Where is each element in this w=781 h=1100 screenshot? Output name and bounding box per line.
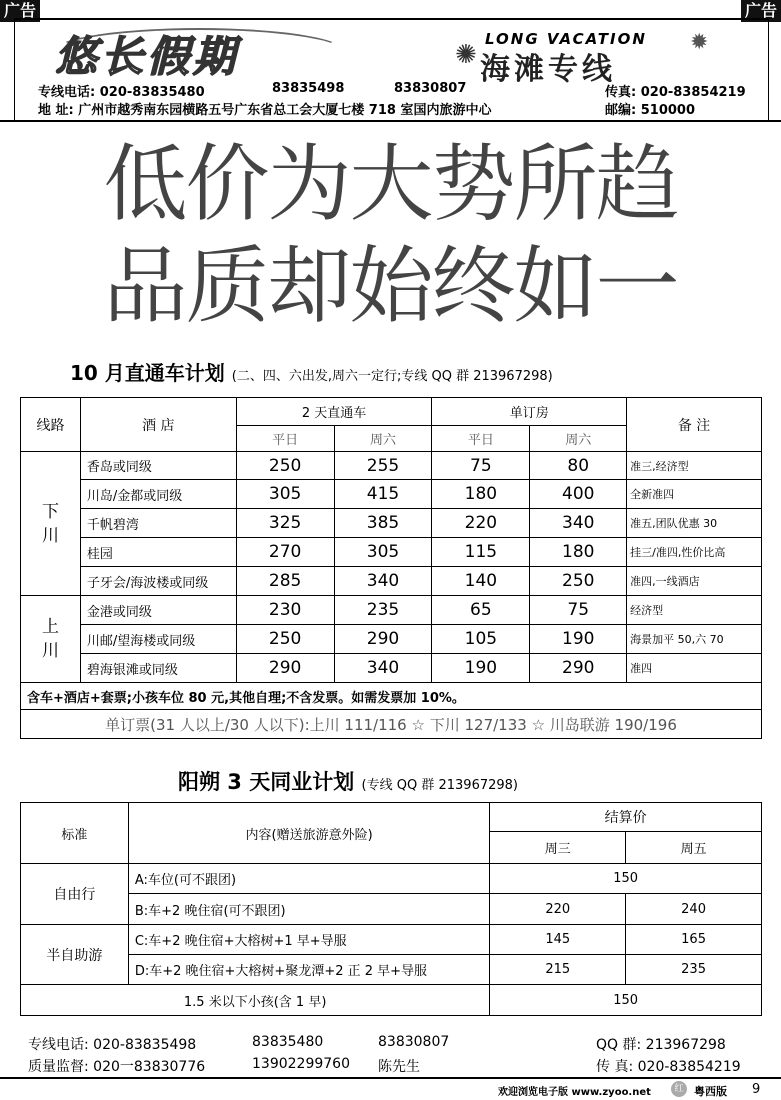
section1-footnote: 含车+酒店+套票;小孩车位 80 元,其他自理;不含发票。如需发票加 10%。 — [21, 683, 762, 710]
price-cell: 250 — [530, 567, 627, 596]
price-cell: 80 — [530, 452, 627, 480]
yangshuo-table — [20, 802, 762, 1016]
footer-quality-1: 020一83830776 — [93, 1059, 206, 1075]
badge-icon: 红 — [671, 1081, 687, 1097]
table-row — [21, 955, 762, 985]
brand-logo-left: 悠长假期 — [55, 32, 240, 81]
content-cell: C:车+2 晚住宿+大榕树+1 早+导服 — [128, 925, 489, 955]
standard-free: 自由行 — [21, 864, 129, 925]
standard-semi: 半自助游 — [21, 925, 129, 985]
price-cell: 340 — [334, 654, 432, 683]
price-cell: 285 — [236, 567, 334, 596]
fax-number: 020-83854219 — [640, 85, 746, 100]
fax-label: 传真: — [605, 85, 637, 100]
postcode-value: 510000 — [640, 103, 696, 118]
price-cell: 140 — [432, 567, 530, 596]
head-content: 内容(赠送旅游意外险) — [128, 803, 489, 864]
brand-logo-right-en: LONG VACATION — [485, 30, 647, 48]
header-hotline — [38, 81, 205, 100]
hotline-2: 83835498 — [272, 81, 345, 96]
footer-hotline-label: 专线电话: — [28, 1037, 89, 1053]
price-cell: 270 — [236, 538, 334, 567]
section2-subtitle: (专线 QQ 群 213967298) — [361, 778, 518, 793]
section1-title-text: 10 月直通车计划 — [70, 361, 225, 385]
hero-line-2: 品质却始终如一 — [103, 237, 678, 335]
section2-title — [178, 766, 518, 796]
note-cell: 海景加平 50,六 70 — [627, 625, 762, 654]
price-cell: 250 — [236, 625, 334, 654]
header-fax — [605, 81, 746, 100]
route-shangchuan — [21, 596, 81, 683]
footer-quality-label: 质量监督: — [28, 1059, 89, 1075]
footer-quality — [28, 1056, 205, 1076]
price-cell: 165 — [626, 925, 762, 955]
price-cell: 220 — [490, 894, 626, 925]
table-row — [21, 625, 762, 654]
head-note: 备 注 — [627, 398, 762, 452]
direct-bus-table — [20, 397, 762, 739]
note-cell: 准四,一线酒店 — [627, 567, 762, 596]
price-cell: 190 — [530, 625, 627, 654]
price-cell: 220 — [432, 509, 530, 538]
footer-hotline — [28, 1034, 196, 1054]
note-cell: 挂三/准四,性价比高 — [627, 538, 762, 567]
head-saturday: 周六 — [334, 426, 432, 452]
price-cell: 255 — [334, 452, 432, 480]
child-label: 1.5 米以下小孩(含 1 早) — [21, 985, 490, 1016]
table-row — [21, 654, 762, 683]
ticket-line: 单订票(31 人以上/30 人以下):上川 111/116 ☆ 下川 127/133 ☆ 川岛联游 190/196 — [21, 710, 762, 739]
route-xiachuan-label: 下川 — [41, 501, 59, 546]
footer-hotline-3: 83830807 — [378, 1034, 450, 1050]
table-row — [21, 596, 762, 625]
head-hotel: 酒 店 — [80, 398, 236, 452]
head-standard: 标准 — [21, 803, 129, 864]
table-row — [21, 567, 762, 596]
hero-line-1: 低价为大势所趋 — [103, 135, 678, 233]
section1-title — [70, 357, 553, 386]
price-cell: 180 — [432, 480, 530, 509]
price-cell: 385 — [334, 509, 432, 538]
head-weekday: 平日 — [432, 426, 530, 452]
price-cell: 415 — [334, 480, 432, 509]
price-cell: 75 — [530, 596, 627, 625]
hotline-1: 020-83835480 — [99, 85, 205, 100]
price-cell: 290 — [236, 654, 334, 683]
price-cell: 235 — [334, 596, 432, 625]
footer-hotline-2: 83835480 — [252, 1034, 324, 1050]
price-cell: 340 — [530, 509, 627, 538]
content-cell: A:车位(可不跟团) — [128, 864, 489, 894]
note-cell: 准三,经济型 — [627, 452, 762, 480]
price-cell: 65 — [432, 596, 530, 625]
price-cell: 305 — [236, 480, 334, 509]
hotline-label: 专线电话: — [38, 85, 96, 100]
price-cell: 150 — [490, 864, 762, 894]
price-cell: 230 — [236, 596, 334, 625]
section1-subtitle: (二、四、六出发,周六一定行;专线 QQ 群 213967298) — [231, 369, 553, 384]
palm-tree-icon: ✺ — [455, 40, 477, 70]
child-price: 150 — [490, 985, 762, 1016]
footer-qq — [596, 1034, 726, 1054]
head-saturday: 周六 — [530, 426, 627, 452]
price-cell: 235 — [626, 955, 762, 985]
table-row — [21, 985, 762, 1016]
head-single: 单订房 — [432, 398, 627, 426]
footer-qq-label: QQ 群: — [596, 1037, 642, 1053]
table-row — [21, 864, 762, 894]
table-row — [21, 538, 762, 567]
price-cell: 180 — [530, 538, 627, 567]
note-cell: 经济型 — [627, 596, 762, 625]
price-cell: 190 — [432, 654, 530, 683]
head-price: 结算价 — [490, 803, 762, 832]
hotel-cell: 金港或同级 — [80, 596, 236, 625]
footer-site: 欢迎浏览电子版 www.zyoo.net — [498, 1087, 651, 1098]
price-cell: 325 — [236, 509, 334, 538]
hotel-cell: 川邮/望海楼或同级 — [80, 625, 236, 654]
footer-hotline-1: 020-83835498 — [93, 1037, 197, 1053]
note-cell: 全新准四 — [627, 480, 762, 509]
content-cell: B:车+2 晚住宿(可不跟团) — [128, 894, 489, 925]
price-cell: 290 — [530, 654, 627, 683]
price-cell: 240 — [626, 894, 762, 925]
footer-edition: 粤西版 — [694, 1085, 727, 1098]
brand-logo-right-cn: 海滩专线 — [480, 52, 616, 87]
footer-quality-3: 陈先生 — [378, 1059, 420, 1075]
price-cell: 145 — [490, 925, 626, 955]
hotel-cell: 千帆碧湾 — [80, 509, 236, 538]
route-shangchuan-label: 上川 — [41, 617, 59, 661]
table-row — [21, 480, 762, 509]
hotel-cell: 川岛/金都或同级 — [80, 480, 236, 509]
price-cell: 215 — [490, 955, 626, 985]
head-route: 线路 — [21, 398, 81, 452]
footer-fax — [596, 1056, 741, 1076]
postcode-label: 邮编: — [605, 103, 637, 118]
ad-tag-right: 广告 — [741, 0, 781, 22]
address-text: 广州市越秀南东园横路五号广东省总工会大厦七楼 718 室国内旅游中心 — [78, 103, 492, 118]
header-divider — [0, 120, 781, 122]
header-address — [38, 99, 491, 118]
hotel-cell: 碧海银滩或同级 — [80, 654, 236, 683]
footer-quality-2: 13902299760 — [252, 1056, 350, 1072]
price-cell: 340 — [334, 567, 432, 596]
table-row — [21, 925, 762, 955]
price-cell: 290 — [334, 625, 432, 654]
hotel-cell: 香岛或同级 — [80, 452, 236, 480]
table-row — [21, 894, 762, 925]
ad-tag-left: 广告 — [0, 0, 40, 22]
hotel-cell: 子牙会/海波楼或同级 — [80, 567, 236, 596]
note-cell: 准五,团队优惠 30 — [627, 509, 762, 538]
section2-title-text: 阳朔 3 天同业计划 — [178, 770, 355, 794]
header-postcode — [605, 99, 695, 118]
footer-divider — [0, 1077, 781, 1079]
hotel-cell: 桂园 — [80, 538, 236, 567]
content-cell: D:车+2 晚住宿+大榕树+聚龙潭+2 正 2 早+导服 — [128, 955, 489, 985]
price-cell: 250 — [236, 452, 334, 480]
table-row — [21, 452, 762, 480]
price-cell: 75 — [432, 452, 530, 480]
price-cell: 305 — [334, 538, 432, 567]
note-cell: 准四 — [627, 654, 762, 683]
table-row — [21, 509, 762, 538]
head-fri: 周五 — [626, 832, 762, 864]
hotline-3: 83830807 — [394, 81, 467, 96]
footer-qq-value: 213967298 — [645, 1037, 726, 1053]
page-number: 9 — [752, 1082, 761, 1097]
sun-icon: ✹ — [690, 30, 709, 55]
head-wed: 周三 — [490, 832, 626, 864]
head-two-day: 2 天直通车 — [236, 398, 432, 426]
route-xiachuan — [21, 452, 81, 596]
price-cell: 115 — [432, 538, 530, 567]
address-label: 地 址: — [38, 103, 74, 118]
footer-fax-value: 020-83854219 — [637, 1059, 741, 1075]
price-cell: 400 — [530, 480, 627, 509]
footer-fax-label: 传 真: — [596, 1059, 634, 1075]
price-cell: 105 — [432, 625, 530, 654]
head-weekday: 平日 — [236, 426, 334, 452]
